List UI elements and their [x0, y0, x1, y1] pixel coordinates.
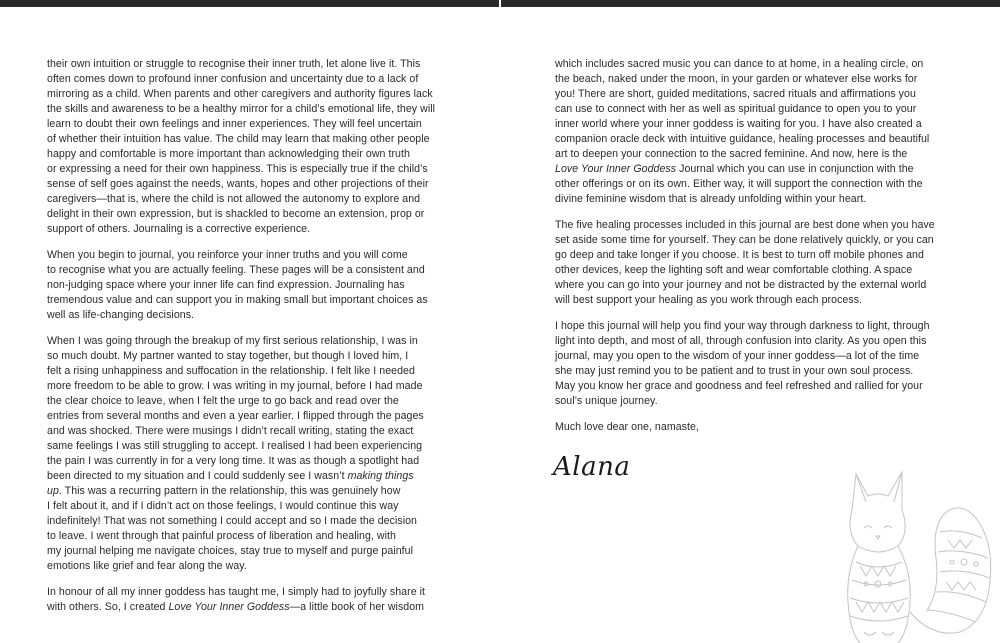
text-line: [47, 87, 447, 102]
text-line: [47, 499, 447, 514]
text-line: [555, 379, 947, 394]
text-segment: journal, may you open to the wisdom of your inner goddess—a lot of the time: [555, 350, 920, 362]
italic-text: Love Your Inner Goddess: [555, 163, 677, 175]
text-segment: When I was going through the breakup of my first serious relationship, I was in: [47, 335, 418, 347]
text-line: [47, 600, 447, 615]
text-segment: indefinitely! That was not something I could accept and so I made the decision: [47, 515, 417, 527]
text-segment: other offerings or on its own. Either way, it will support the connection with the: [555, 178, 923, 190]
text-line: [47, 585, 447, 600]
signature: Alana: [553, 452, 631, 482]
text-segment: their own intuition or struggle to recognise their inner truth, let alone live it. This: [47, 58, 421, 70]
text-line: [47, 132, 447, 147]
text-line: [47, 424, 447, 439]
text-line: [47, 177, 447, 192]
text-segment: been directed to my situation and I could suddenly see I wasn’t: [47, 470, 348, 482]
text-segment: more freedom to be able to grow. I was writing in my journal, before I had made: [47, 380, 423, 392]
text-segment: entries from several months and even a year earlier. I flipped through the pages: [47, 410, 424, 422]
text-line: [555, 263, 947, 278]
paragraph: [555, 319, 947, 409]
text-line: [555, 102, 947, 117]
text-segment: with others. So, I created: [47, 601, 169, 613]
text-line: [47, 484, 447, 499]
text-segment: I hope this journal will help you find your way through darkness to light, through: [555, 320, 930, 332]
text-line: [555, 87, 947, 102]
page-gutter: [499, 0, 501, 7]
text-segment: art to deepen your connection to the sacred feminine. And now, here is the: [555, 148, 908, 160]
text-line: [555, 319, 947, 334]
text-segment: which includes sacred music you can dance to at home, in a healing circle, on: [555, 58, 924, 70]
text-line: [555, 192, 947, 207]
paragraph: [47, 334, 447, 574]
text-line: [555, 218, 947, 233]
paragraph: [47, 57, 447, 237]
text-line: [47, 278, 447, 293]
fox-illustration-icon: [836, 462, 1000, 643]
text-segment: the beach, naked under the moon, in your garden or whatever else works for: [555, 73, 918, 85]
text-line: [47, 293, 447, 308]
text-line: [555, 162, 947, 177]
text-line: [47, 364, 447, 379]
text-segment: where you can go into your journey and not be distracted by the external world: [555, 279, 927, 291]
text-segment: learn to doubt their own feelings and inner experiences. They will feel uncertain: [47, 118, 422, 130]
text-line: [555, 72, 947, 87]
text-segment: May you know her grace and goodness and feel refreshed and rallied for your: [555, 380, 923, 392]
text-line: [47, 349, 447, 364]
italic-text: making things: [347, 470, 414, 482]
right-page-text: [555, 57, 947, 446]
text-line: [555, 132, 947, 147]
text-segment: felt a rising unhappiness and suffocation in the relationship. I felt like I needed: [47, 365, 415, 377]
text-segment: same feelings I was still struggling to accept. I realised I had been experiencing: [47, 440, 423, 452]
text-segment: In honour of all my inner goddess has taught me, I simply had to joyfully share it: [47, 586, 426, 598]
text-segment: so much doubt. My partner wanted to stay together, but though I loved him, I: [47, 350, 409, 362]
left-page-text: [47, 57, 447, 626]
text-segment: my journal helping me navigate choices, stay true to myself and purge painful: [47, 545, 414, 557]
text-line: [555, 293, 947, 308]
text-line: [47, 394, 447, 409]
paragraph: [555, 420, 947, 435]
text-line: [47, 559, 447, 574]
text-segment: go deep and take longer if you choose. It is best to turn off mobile phones and: [555, 249, 924, 261]
text-line: [47, 147, 447, 162]
text-line: [47, 308, 447, 323]
text-line: [47, 469, 447, 484]
text-line: [47, 379, 447, 394]
text-line: [47, 409, 447, 424]
text-line: [47, 222, 447, 237]
text-segment: to recognise what you are actually feeling. These pages will be a consistent and: [47, 264, 425, 276]
text-line: [47, 263, 447, 278]
text-segment: Journal which you can use in conjunction with the: [676, 163, 914, 175]
paragraph: [555, 57, 947, 207]
text-segment: light into depth, and most of all, through confusion into clarity. As you open this: [555, 335, 927, 347]
text-segment: inner world where your inner goddess is waiting for you. I have also created a: [555, 118, 922, 130]
text-segment: companion oracle deck with intuitive guidance, healing processes and beautiful: [555, 133, 930, 145]
top-edge-bar: [0, 0, 1000, 7]
text-line: [47, 72, 447, 87]
italic-text: up: [47, 485, 59, 497]
text-segment: soul’s unique journey.: [555, 395, 658, 407]
paragraph: [47, 248, 447, 323]
text-segment: —a little book of her wisdom: [289, 601, 425, 613]
text-segment: will best support your healing as you work through each process.: [555, 294, 863, 306]
text-line: [555, 278, 947, 293]
text-line: [555, 364, 947, 379]
text-segment: the skills and awareness to be a healthy mirror for a child’s emotional life, they will: [47, 103, 436, 115]
text-line: [555, 177, 947, 192]
text-line: [47, 207, 447, 222]
text-segment: emotions like grief and fear along the way.: [47, 560, 247, 572]
text-segment: tremendous value and can support you in making small but important choices as: [47, 294, 428, 306]
text-line: [47, 162, 447, 177]
text-segment: you! There are short, guided meditations, sacred rituals and affirmations you: [555, 88, 916, 100]
text-segment: Much love dear one, namaste,: [555, 421, 699, 433]
text-line: [47, 439, 447, 454]
text-line: [555, 334, 947, 349]
text-line: [47, 454, 447, 469]
text-line: [555, 57, 947, 72]
text-segment: caregivers—that is, where the child is not allowed the autonomy to explore and: [47, 193, 421, 205]
text-segment: delight in their own expression, but is shackled to become an extension, prop or: [47, 208, 425, 220]
text-segment: divine feminine wisdom that is already unfolding within your heart.: [555, 193, 867, 205]
text-segment: well as life-changing decisions.: [47, 309, 195, 321]
text-segment: of whether their intuition has value. The child may learn that making other people: [47, 133, 430, 145]
text-segment: other devices, keep the lighting soft and wear comfortable clothing. A space: [555, 264, 913, 276]
text-segment: happy and comfortable is more important than acknowledging their own truth: [47, 148, 410, 160]
text-segment: mirroring as a child. When parents and other caregivers and authority figures lack: [47, 88, 433, 100]
text-line: [47, 192, 447, 207]
text-segment: she may just remind you to be patient and to trust in your own soul process.: [555, 365, 914, 377]
text-line: [47, 57, 447, 72]
paragraph: [555, 218, 947, 308]
text-line: [555, 394, 947, 409]
text-line: [47, 102, 447, 117]
text-line: [555, 147, 947, 162]
text-segment: set aside some time for yourself. They can be done relatively quickly, or you can: [555, 234, 934, 246]
text-segment: or expressing a need for their own happiness. This is especially true if the child’s: [47, 163, 428, 175]
text-segment: can use to connect with her as well as spiritual guidance to open you to your: [555, 103, 917, 115]
italic-text: Love Your Inner Goddess: [168, 601, 290, 613]
text-segment: non-judging space where your inner life can find expression. Journaling has: [47, 279, 405, 291]
text-line: [47, 529, 447, 544]
text-line: [47, 334, 447, 349]
text-line: [555, 117, 947, 132]
text-segment: The five healing processes included in this journal are best done when you have: [555, 219, 935, 231]
text-segment: support of others. Journaling is a corrective experience.: [47, 223, 311, 235]
text-segment: and was shocked. There were musings I didn’t recall writing, stating the exact: [47, 425, 414, 437]
text-segment: to leave. I went through that painful process of liberation and healing, with: [47, 530, 396, 542]
paragraph: [47, 585, 447, 615]
text-segment: . This was a recurring pattern in the relationship, this was genuinely how: [58, 485, 401, 497]
text-line: [47, 248, 447, 263]
text-line: [47, 514, 447, 529]
text-segment: sense of self goes against the needs, wants, hopes and other projections of their: [47, 178, 429, 190]
text-segment: When you begin to journal, you reinforce your inner truths and you will come: [47, 249, 408, 261]
text-segment: often comes down to profound inner confusion and uncertainty due to a lack of: [47, 73, 419, 85]
text-line: [47, 117, 447, 132]
text-line: [555, 420, 947, 435]
text-line: [47, 544, 447, 559]
text-line: [555, 248, 947, 263]
text-line: [555, 349, 947, 364]
text-line: [555, 233, 947, 248]
text-segment: the clear choice to leave, when I felt the urge to go back and read over the: [47, 395, 399, 407]
text-segment: the pain I was currently in for a very long time. It was as though a spotlight had: [47, 455, 420, 467]
text-segment: I felt about it, and if I didn’t act on those feelings, I would continue this way: [47, 500, 399, 512]
